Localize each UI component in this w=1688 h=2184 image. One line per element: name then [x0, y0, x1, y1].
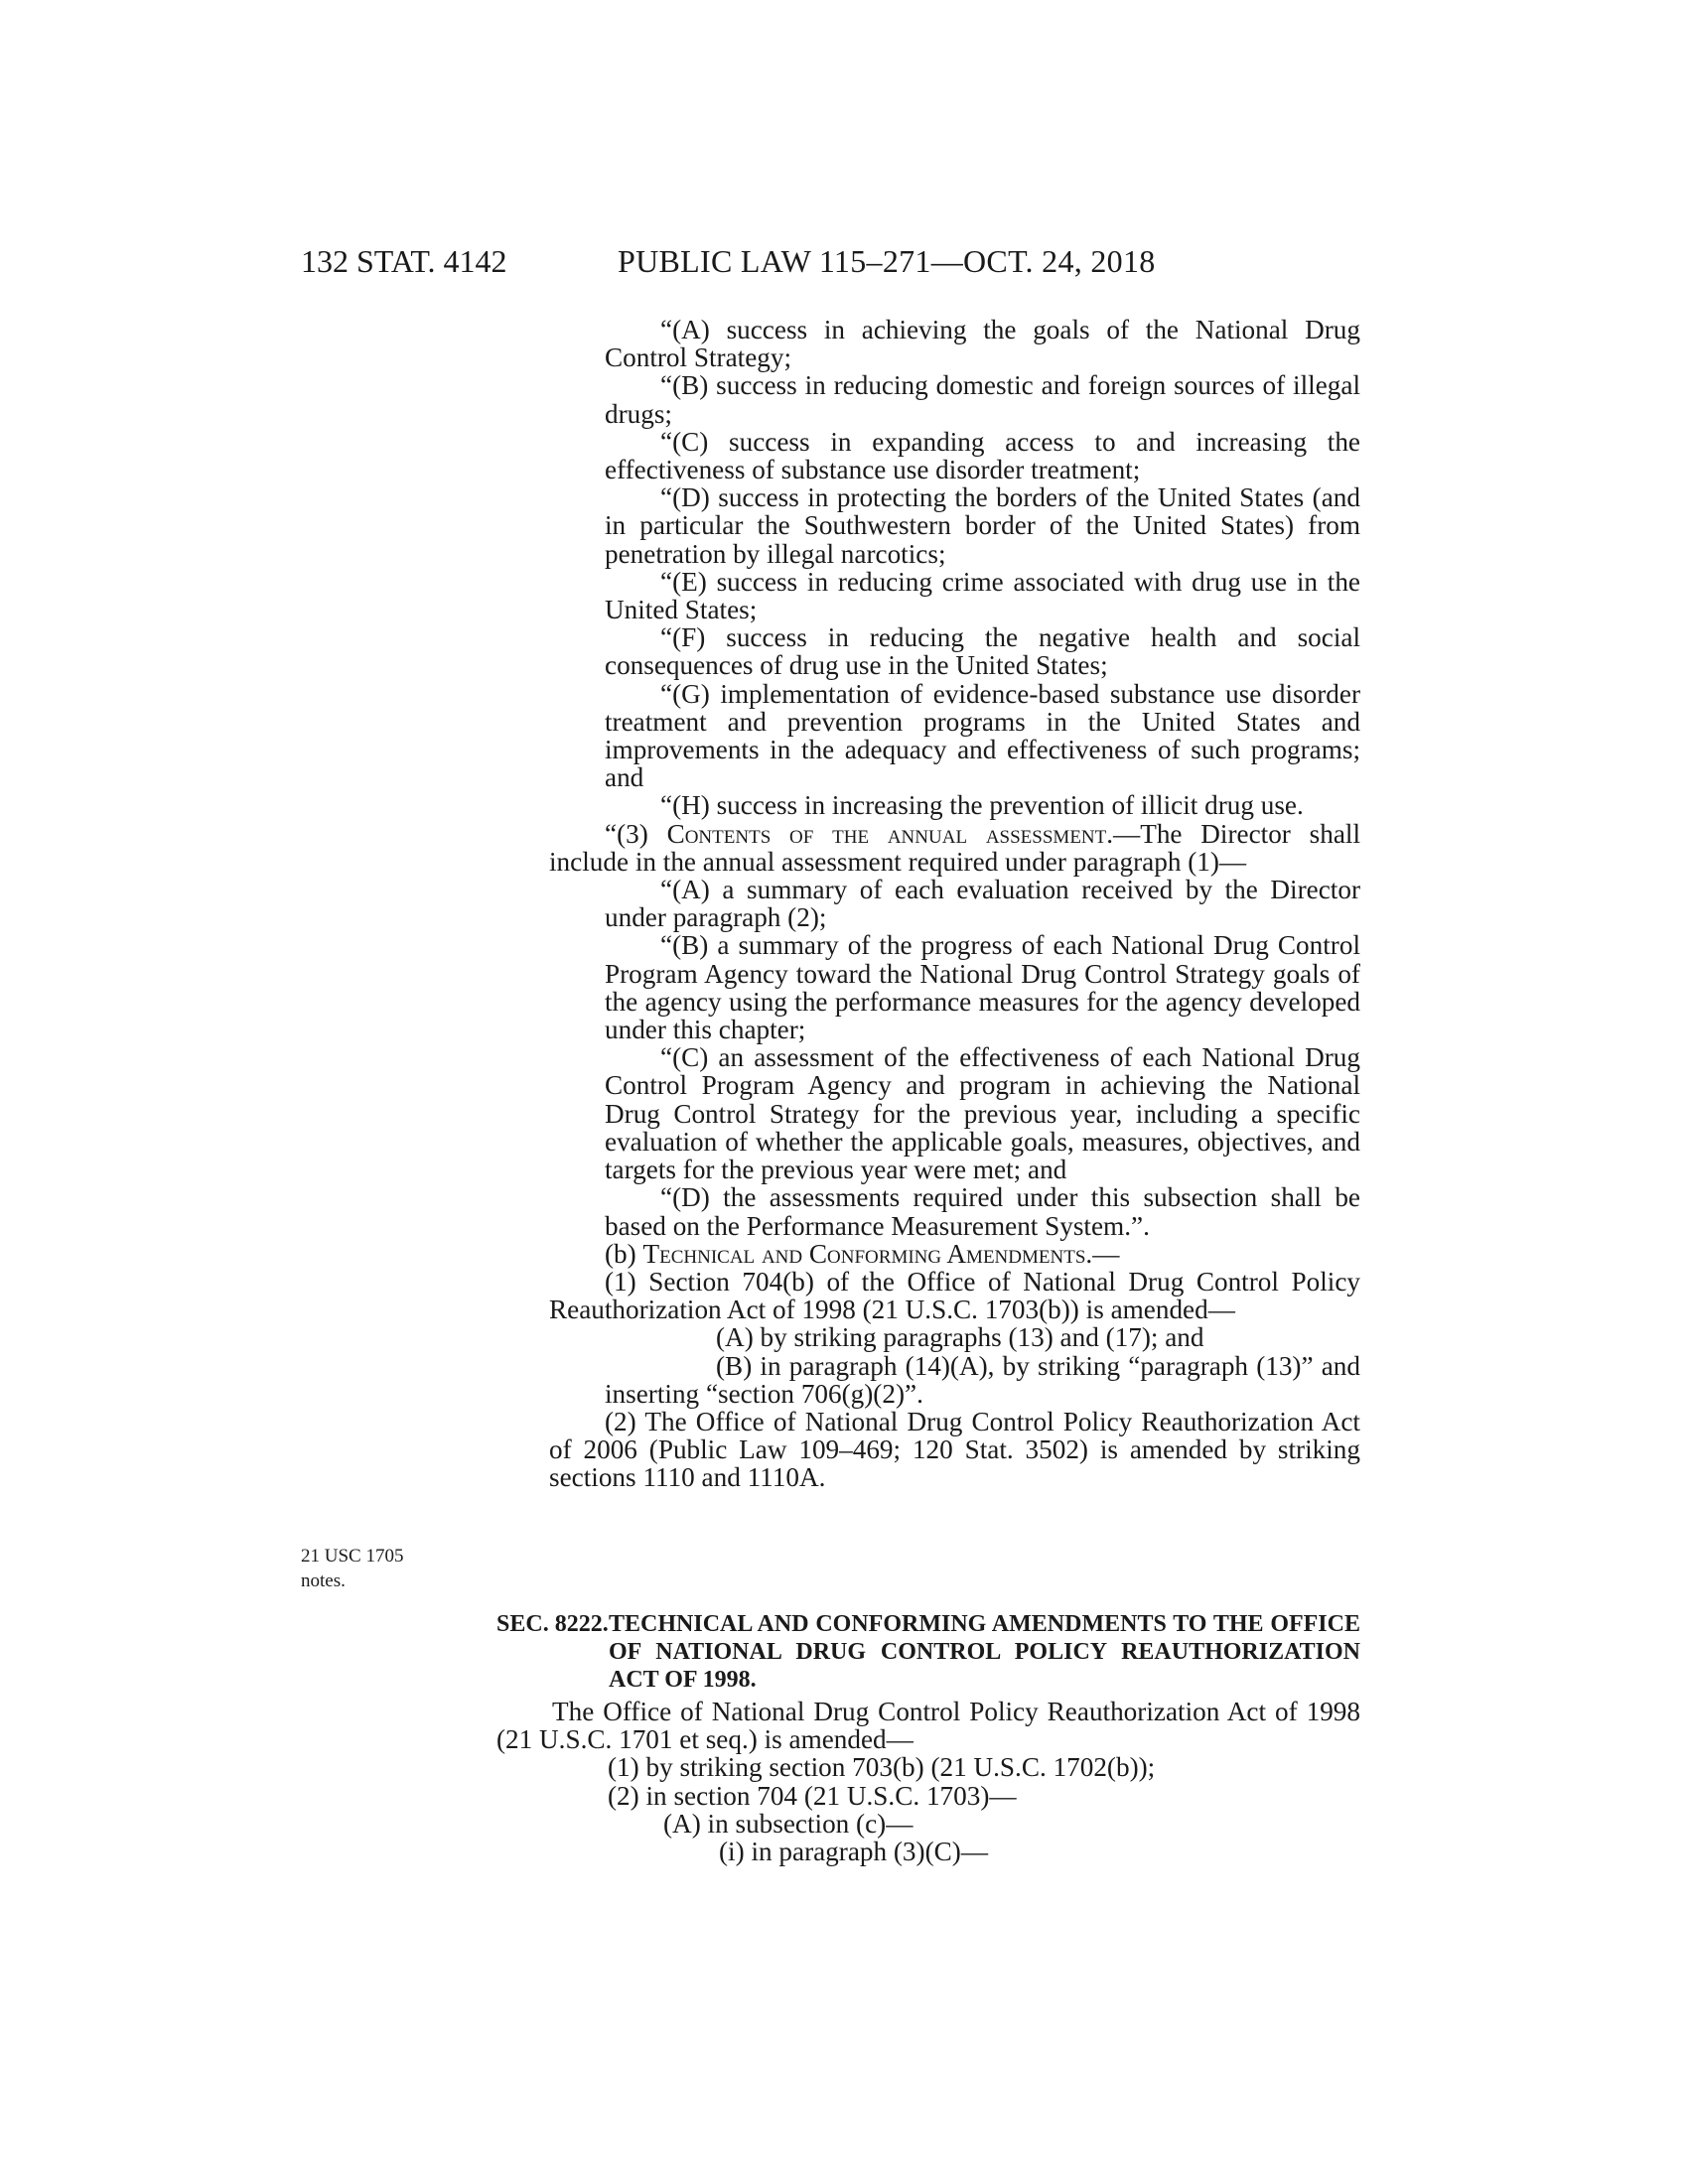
contents-text: —The Director shall include in the annual assessment required under paragraph (1)— [549, 818, 1360, 877]
evaluation-item-e: “(E) success in reducing crime associated with drug use in the United States; [605, 566, 1360, 625]
section-item-2a-i: (i) in paragraph (3)(C)— [719, 1837, 989, 1867]
technical-item-1b: (B) in paragraph (14)(A), by striking “paragraph (13)” and inserting “section 706(g)(2)”. [605, 1350, 1360, 1409]
contents-item-d: “(D) the assessments required under this subsection shall be based on the Performance Measurement System.”. [605, 1182, 1360, 1241]
evaluation-item-d: “(D) success in protecting the borders of the United States (and in particular the Southwestern border of the United States) from penetration by illegal narcotics; [605, 482, 1360, 569]
main-text [549, 316, 1360, 1492]
evaluation-item-a: “(A) success in achieving the goals of the National Drug Control Strategy; [605, 315, 1360, 373]
section-body [496, 1698, 1360, 1865]
evaluation-item-f: “(F) success in reducing the negative health and social consequences of drug use in the United States; [605, 622, 1360, 681]
contents-item-c: “(C) an assessment of the effectiveness of each National Drug Control Program Agency and program in achieving the National Drug Control Strategy for the previous year, including a specific evaluation of whether the applicable goals, measures, objectives, and targets for the previous year were met; and [605, 1042, 1360, 1185]
margin-note-label: notes. [301, 1570, 346, 1591]
section-number: SEC. 8222. [496, 1611, 609, 1637]
technical-lead: (b) [605, 1238, 636, 1269]
contents-lead: “(3) [605, 818, 648, 849]
technical-heading: Technical and Conforming Amendments. [642, 1238, 1093, 1269]
technical-dash: — [1092, 1238, 1120, 1269]
page-header [0, 243, 1688, 293]
technical-item-1: (1) Section 704(b) of the Office of National Drug Control Policy Reauthorization Act of 1998 (21 U.S.C. 1703(b)) is amended— [549, 1266, 1360, 1325]
technical-item-1a: (A) by striking paragraphs (13) and (17); and [716, 1322, 1204, 1353]
public-law-title: PUBLIC LAW 115–271—OCT. 24, 2018 [618, 243, 1156, 279]
contents-item-a: “(A) a summary of each evaluation received by the Director under paragraph (2); [605, 875, 1360, 933]
technical-amendments-heading [549, 1240, 1360, 1268]
contents-item-b: “(B) a summary of the progress of each National Drug Control Program Agency toward the National Drug Control Strategy goals of the agency using the performance measures for the agency developed under this chapter; [605, 930, 1360, 1045]
section-heading [496, 1610, 1360, 1694]
technical-item-2: (2) The Office of National Drug Control Policy Reauthorization Act of 2006 (Public Law 109–469; 120 Stat. 3502) is amended by striking sections 1110 and 1110A. [549, 1406, 1360, 1493]
statute-page-number: 132 STAT. 4142 [301, 243, 507, 279]
evaluation-item-h: “(H) success in increasing the prevention of illicit drug use. [660, 790, 1304, 821]
contents-paragraph [549, 820, 1360, 876]
contents-heading: Contents of the annual assessment. [666, 818, 1114, 849]
section-item-2: (2) in section 704 (21 U.S.C. 1703)— [608, 1780, 1017, 1811]
section-intro: The Office of National Drug Control Policy Reauthorization Act of 1998 (21 U.S.C. 1701 et seq.) is amended— [496, 1697, 1360, 1755]
section-item-2a: (A) in subsection (c)— [663, 1808, 914, 1839]
section-item-1: (1) by striking section 703(b) (21 U.S.C. 1702(b)); [608, 1752, 1156, 1783]
evaluation-item-g: “(G) implementation of evidence-based substance use disorder treatment and prevention programs in the United States and improvements in the adequacy and effectiveness of such programs; and [605, 678, 1360, 793]
margin-note-citation: 21 USC 1705 [301, 1546, 404, 1567]
evaluation-item-b: “(B) success in reducing domestic and foreign sources of illegal drugs; [605, 370, 1360, 429]
section-title: TECHNICAL AND CONFORMING AMENDMENTS TO THE OFFICE OF NATIONAL DRUG CONTROL POLICY REAUTHORIZATION ACT OF 1998. [609, 1611, 1360, 1693]
evaluation-item-c: “(C) success in expanding access to and increasing the effectiveness of substance use disorder treatment; [605, 426, 1360, 485]
margin-note [301, 1544, 450, 1593]
